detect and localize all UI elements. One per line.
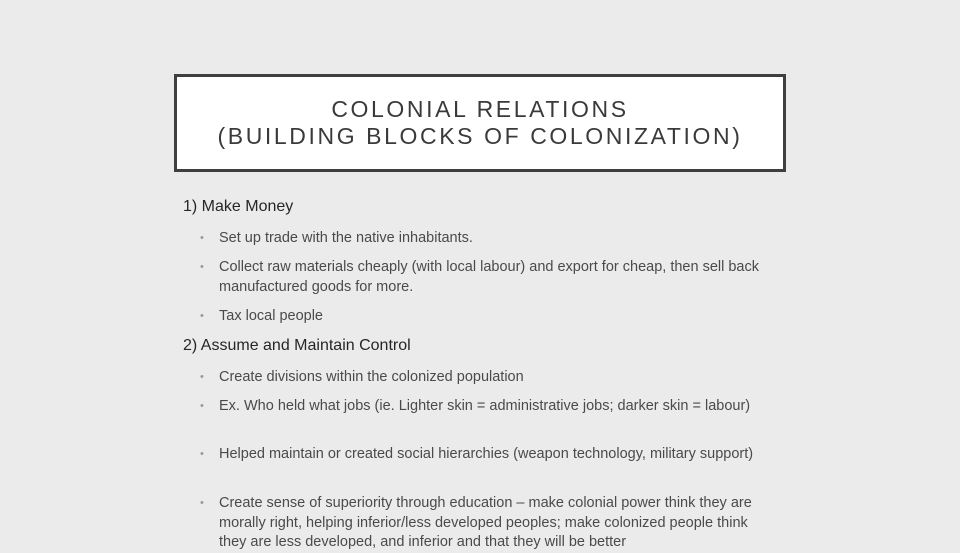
bullet-text: Tax local people (219, 308, 323, 324)
bullet-dot-icon: • (200, 400, 204, 412)
bullet-dot-icon: • (200, 310, 204, 322)
bullet-item (200, 229, 770, 249)
bullet-item (200, 397, 770, 417)
bullet-text: Set up trade with the native inhabitants. (219, 230, 473, 246)
bullet-text: Create divisions within the colonized population (219, 369, 524, 385)
bullet-text: Create sense of superiority through education – make colonial power think they are morally right, helping inferior/less developed peoples; make colonized people think they are less developed, and inferior and that they will be better (219, 495, 752, 550)
bullet-item (200, 258, 770, 297)
slide-title-line-1: COLONIAL RELATIONS (331, 96, 629, 122)
bullet-dot-icon: • (200, 448, 204, 460)
bullet-item (200, 445, 770, 465)
bullet-text: Helped maintain or created social hierarchies (weapon technology, military support) (219, 446, 754, 462)
bullet-item (200, 307, 770, 327)
bullet-item (200, 494, 770, 553)
title-box (174, 74, 786, 172)
bullet-dot-icon: • (200, 371, 204, 383)
section-heading-assume-control: 2) Assume and Maintain Control (183, 337, 411, 354)
bullet-text: Collect raw materials cheaply (with local labour) and export for cheap, then sell back manufactured goods for more. (219, 259, 759, 295)
bullet-dot-icon: • (200, 232, 204, 244)
bullet-text: Ex. Who held what jobs (ie. Lighter skin = administrative jobs; darker skin = labour) (219, 398, 751, 414)
slide-title-line-2: (BUILDING BLOCKS OF COLONIZATION) (217, 123, 743, 149)
bullet-dot-icon: • (200, 497, 204, 509)
section-heading-make-money: 1) Make Money (183, 198, 294, 215)
bullet-dot-icon: • (200, 261, 204, 273)
bullet-item (200, 368, 770, 388)
